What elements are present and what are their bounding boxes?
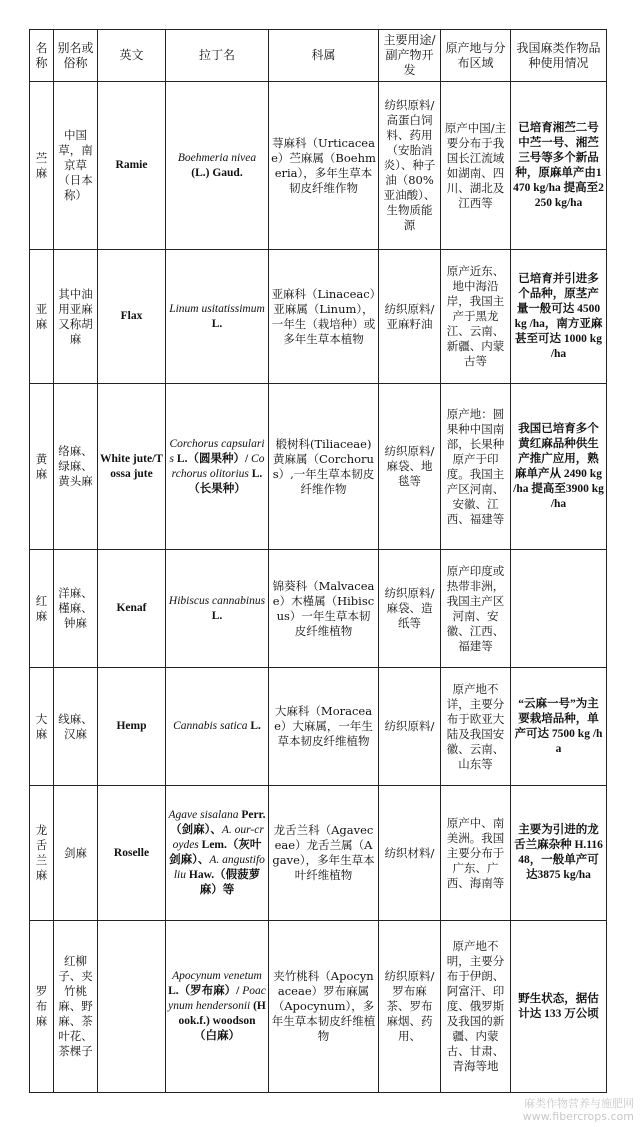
latin-name-segment: L. [247, 720, 261, 732]
row-family-cell: 椴树科(Tiliaceae) 黄麻属（Corchorus）,一年生草本韧皮纤维作物 [269, 384, 379, 550]
header-cell-origin: 原产地与分布区域 [441, 30, 511, 82]
row-english-cell: Flax [98, 250, 166, 384]
row-usage-cell: 主要为引进的龙舌兰麻杂种 H.11648，一般单产可达3875 kg/ha [511, 786, 607, 921]
row-alias-cell: 洋麻、槿麻、钟麻 [54, 550, 98, 668]
row-family-cell: 龙舌兰科（Agaveceae）龙舌兰属（Agave），多年生草本叶纤维植物 [269, 786, 379, 921]
row-alias-cell: 线麻、汉麻 [54, 668, 98, 786]
row-alias-cell: 中国草，南京草（日本称） [54, 82, 98, 250]
latin-name-segment: A. our-croydes [172, 824, 264, 851]
latin-name-segment: Cannabis satica [173, 720, 248, 732]
fiber-crops-table [29, 29, 607, 1093]
row-latin-cell [166, 921, 269, 1093]
row-english-cell [98, 921, 166, 1093]
latin-name-segment: Hibiscus cannabinus [168, 594, 266, 607]
row-use-cell: 纺织原料/罗布麻茶、罗布麻烟、药用、 [379, 921, 441, 1093]
latin-name-segment: Perr.（剑麻）、 [170, 809, 266, 836]
latin-name-segment: (Hook.f.) woodson（白麻） [178, 1000, 266, 1042]
header-cell-latin: 拉丁名 [166, 30, 269, 82]
row-origin-cell: 原产近东、地中海沿岸，我国主产于黑龙江、云南、新疆、内蒙古等 [441, 250, 511, 384]
table-row [30, 384, 607, 550]
latin-name-segment: Agave sisalana [168, 809, 239, 821]
row-latin-cell [166, 82, 269, 250]
row-use-cell: 纺织材料/ [379, 786, 441, 921]
watermark-line-1: 麻类作物营养与施肥网 [524, 1097, 634, 1110]
row-latin-cell [166, 668, 269, 786]
table-row [30, 82, 607, 250]
latin-name-segment: L.（圆果种）/ [174, 452, 252, 465]
row-use-cell: 纺织原料/麻袋、地毯等 [379, 384, 441, 550]
latin-name-segment: Apocynum venetum [172, 970, 262, 982]
row-english-cell: White jute/Tossa jute [98, 384, 166, 550]
table-row [30, 921, 607, 1093]
row-family-cell: 大麻科（Moraceae）大麻属，一年生草本韧皮纤维植物 [269, 668, 379, 786]
row-latin-cell [166, 384, 269, 550]
row-origin-cell: 原产中国/主要分布于我国长江流域如湖南、四川、湖北及江西等 [441, 82, 511, 250]
row-english-cell: Kenaf [98, 550, 166, 668]
row-english-cell: Roselle [98, 786, 166, 921]
table-body [30, 82, 607, 1093]
header-cell-family: 科属 [269, 30, 379, 82]
table-row [30, 550, 607, 668]
row-family-cell: 锦葵科（Malvaceae）木槿属（Hibiscus）一年生草本韧皮纤维植物 [269, 550, 379, 668]
row-name-cell: 黄麻 [30, 384, 54, 550]
row-alias-cell: 其中油用亚麻又称胡麻 [54, 250, 98, 384]
row-name-cell: 亚麻 [30, 250, 54, 384]
row-use-cell: 纺织原料/ [379, 668, 441, 786]
header-cell-alias: 别名或俗称 [54, 30, 98, 82]
latin-name-segment: Corchorus olitorius [171, 452, 265, 480]
table-row [30, 668, 607, 786]
latin-name-segment: (L.) Gaud. [191, 166, 243, 179]
row-usage-cell: 野生状态，据估计达 133 万公顷 [511, 921, 607, 1093]
header-row [30, 30, 607, 82]
row-alias-cell: 剑麻 [54, 786, 98, 921]
header-cell-name: 名称 [30, 30, 54, 82]
row-name-cell: 龙舌兰麻 [30, 786, 54, 921]
latin-name-segment: L. [211, 609, 223, 622]
row-name-cell: 大麻 [30, 668, 54, 786]
fiber-crops-table-container [29, 29, 607, 1093]
row-usage-cell [511, 550, 607, 668]
row-name-cell: 罗布麻 [30, 921, 54, 1093]
latin-name-segment: Haw.（假菠萝麻）等 [186, 869, 261, 896]
row-use-cell: 纺织原料/高蛋白饲料、药用（安胎消炎）、种子油（80%亚油酸）、生物质能源 [379, 82, 441, 250]
row-usage-cell: “云麻一号”为主要栽培品种，单产可达 7500 kg /ha [511, 668, 607, 786]
row-use-cell: 纺织原料/亚麻籽油 [379, 250, 441, 384]
row-latin-cell [166, 550, 269, 668]
latin-name-segment: L. [211, 317, 223, 330]
table-row [30, 786, 607, 921]
latin-name-segment: Lem.（灰叶剑麻）、 [169, 839, 262, 866]
row-origin-cell: 原产地不明，主要分布于伊朗、阿富汗、印度、俄罗斯及我国的新疆、内蒙古、甘肃、青海等地 [441, 921, 511, 1093]
row-english-cell: Hemp [98, 668, 166, 786]
row-origin-cell: 原产地不详，主要分布于欧亚大陆及我国安徽、云南、山东等 [441, 668, 511, 786]
latin-name-segment: Poacynum hendersonii [168, 985, 266, 1012]
row-name-cell: 红麻 [30, 550, 54, 668]
row-english-cell: Ramie [98, 82, 166, 250]
row-usage-cell: 已培育并引进多个品种，原茎产量一般可达 4500 kg /ha，南方亚麻甚至可达 1000 kg /ha [511, 250, 607, 384]
header-cell-use: 主要用途/副产物开发 [379, 30, 441, 82]
row-latin-cell [166, 786, 269, 921]
latin-name-segment: Corchorus capsularis [169, 437, 265, 465]
row-alias-cell: 红柳子、夹竹桃麻、野麻、茶叶花、茶棵子 [54, 921, 98, 1093]
row-name-cell: 苎麻 [30, 82, 54, 250]
row-family-cell: 亚麻科（Linaceac）亚麻属（Linum），一年生（栽培种）或多年生草本植物 [269, 250, 379, 384]
latin-name-segment: Linum usitatissimum [169, 302, 265, 315]
row-alias-cell: 络麻、绿麻、黄头麻 [54, 384, 98, 550]
row-latin-cell [166, 250, 269, 384]
latin-name-segment: Boehmeria nivea [177, 151, 257, 164]
latin-name-segment: L.（罗布麻）/ [168, 985, 243, 997]
row-usage-cell: 我国已培育多个黄红麻品种供生产推广应用，熟麻单产从 2490 kg /ha 提高至3900 kg /ha [511, 384, 607, 550]
table-row [30, 250, 607, 384]
watermark-line-2: www.fibercrops.com [522, 1110, 634, 1123]
row-family-cell: 荨麻科（Urticaceae）苎麻属（Boehmeria），多年生草本韧皮纤维作物 [269, 82, 379, 250]
watermark [523, 1097, 634, 1123]
latin-name-segment: A. angustifoliu [173, 854, 265, 881]
header-cell-english: 英文 [98, 30, 166, 82]
row-family-cell: 夹竹桃科（Apocynaceae）罗布麻属（Apocynum），多年生草本韧皮纤维植物 [269, 921, 379, 1093]
row-usage-cell: 已培育湘苎二号中苎一号、湘苎三号等多个新品种，原麻单产由1470 kg/ha 提高至2250 kg/ha [511, 82, 607, 250]
latin-name-segment: L.（长果种） [188, 467, 263, 495]
header-cell-usage: 我国麻类作物品种使用情况 [511, 30, 607, 82]
row-use-cell: 纺织原料/麻袋、造纸等 [379, 550, 441, 668]
row-origin-cell: 原产印度或热带非洲，我国主产区河南、安徽、江西、福建等 [441, 550, 511, 668]
row-origin-cell: 原产中、南美洲。我国主要分布于广东、广西、海南等 [441, 786, 511, 921]
row-origin-cell: 原产地：圆果种中国南部，长果种原产于印度。我国主产区河南、安徽、江西、福建等 [441, 384, 511, 550]
